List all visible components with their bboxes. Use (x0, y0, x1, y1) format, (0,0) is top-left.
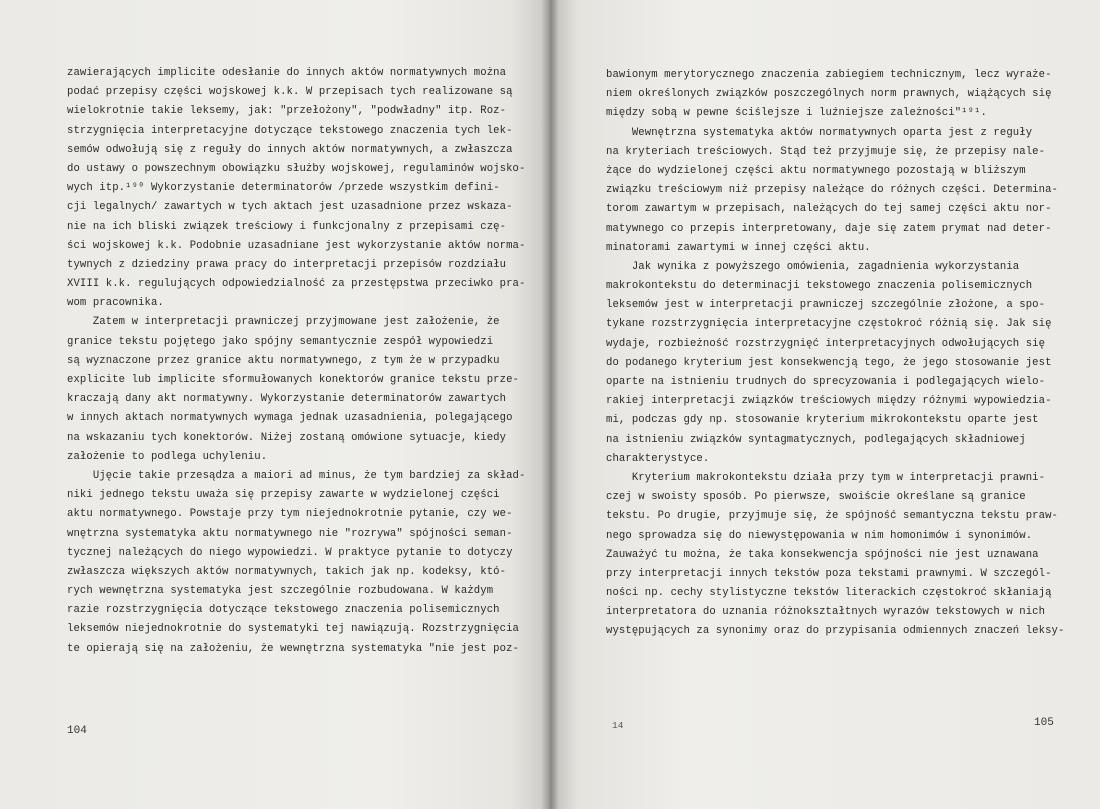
text-line: tykane rozstrzygnięcia interpretacyjne częstokroć różnią się. Jak się (606, 318, 1052, 331)
text-line: Kryterium makrokontekstu działa przy tym w interpretacji prawni- (606, 471, 1046, 484)
text-line: semów odwołują się z reguły do innych aktów normatywnych, a zwłaszcza (67, 143, 513, 156)
text-line: na kryteriach treściowych. Stąd też przyjmuje się, że przepisy nale- (606, 145, 1046, 158)
text-line: są wyznaczone przez granice aktu normatywnego, z tym że w przypadku (67, 354, 500, 367)
text-line: podać przepisy części wojskowej k.k. W przepisach tych realizowane są (67, 86, 513, 99)
text-line: rych wewnętrzna systematyka jest szczególnie rozbudowana. W każdym (67, 585, 494, 598)
text-line: ności np. cechy stylistyczne tekstów literackich częstokroć skłaniają (606, 587, 1052, 600)
text-line: cji legalnych/ zawartych w tych aktach jest uzasadnione przez wskaza- (67, 201, 513, 214)
text-line: XVIII k.k. regulujących odpowiedzialność za przestępstwa przeciwko pra- (67, 278, 526, 291)
text-line: przy interpretacji innych tekstów poza tekstami prawnymi. W szczegól- (606, 567, 1052, 580)
text-line: wom pracownika. (67, 297, 164, 310)
text-line: Wewnętrzna systematyka aktów normatywnych oparta jest z reguły (606, 126, 1033, 139)
text-line: leksemów jest w interpretacji prawniczej szczególnie złożone, a spo- (606, 299, 1046, 312)
text-line: występujących za synonimy oraz do przypisania odmiennych znaczeń leksy- (606, 625, 1065, 638)
text-line: oparte na istnieniu trudnych do sprecyzowania i podlegających wielo- (606, 376, 1046, 388)
left-page-text (67, 64, 525, 659)
text-line: między sobą w pewne ściślejsze i luźniejsze zależności"¹⁹¹. (606, 107, 987, 120)
right-page-number: 105 (1034, 717, 1054, 729)
text-line: bawionym merytorycznego znaczenia zabiegiem technicznym, lecz wyraże- (606, 69, 1052, 81)
text-line: tycznej należących do niego wypowiedzi. W praktyce pytanie to dotyczy (67, 546, 513, 559)
text-line: torom zawartym w przepisach, należących do tej samej części aktu nor- (606, 203, 1052, 216)
text-line: granice tekstu pojętego jako spójny semantycznie zespół wypowiedzi (67, 335, 494, 348)
text-line: czej w swoisty sposób. Po pierwsze, swoiście określane są granice (606, 491, 1026, 504)
text-line: do podanego kryterium jest konsekwencją tego, że jego stosowanie jest (606, 356, 1052, 369)
text-line: Ujęcie takie przesądza a maiori ad minus, że tym bardziej za skład- (67, 469, 526, 482)
text-line: ści wojskowej k.k. Podobnie uzasadniane jest wykorzystanie aktów norma- (67, 239, 526, 252)
text-line: Zatem w interpretacji prawniczej przyjmowane jest założenie, że (67, 316, 500, 329)
text-line: Zauważyć tu można, że taka konsekwencja spójności nie jest uznawana (606, 548, 1039, 561)
text-line: kraczają dany akt normatywny. Wykorzystanie determinatorów zawartych (67, 393, 507, 406)
text-line: zwłaszcza większych aktów normatywnych, takich jak np. kodeksy, któ- (67, 565, 507, 578)
text-line: do ustawy o powszechnym obowiązku służby wojskowej, regulaminów wojsko- (67, 162, 526, 175)
text-line: wnętrzna systematyka aktu normatywnego nie "rozrywa" spójności seman- (67, 527, 513, 540)
text-line: wydaje, rozbieżność rozstrzygnięć interpretacyjnych odwołujących się (606, 337, 1046, 350)
text-line: na istnieniu związków syntagmatycznych, podlegających składniowej (606, 433, 1026, 446)
text-line: niem określonych związków poszczególnych norm prawnych, wiążących się (606, 88, 1052, 101)
text-line: związku treściowym niż przepisy należące do różnych części. Determina- (606, 184, 1059, 197)
text-line: matywnego co przepis interpretowany, daje się zatem prymat nad deter- (606, 222, 1052, 235)
text-line: zawierających implicite odesłanie do innych aktów normatywnych można (67, 67, 507, 79)
text-line: nego sprowadza się do niewystępowania w nim homonimów i synonimów. (606, 529, 1033, 542)
text-line: aktu normatywnego. Powstaje przy tym niejednokrotnie pytanie, czy we- (67, 508, 513, 521)
text-line: nie na ich bliski związek treściowy i funkcjonalny z przepisami czę- (67, 220, 507, 233)
sheet-number: 14 (612, 720, 624, 731)
text-line: strzygnięcia interpretacyjne dotyczące tekstowego znaczenia tych lek- (67, 124, 513, 137)
text-line: wielokrotnie takie leksemy, jak: "przełożony", "podwładny" itp. Roz- (67, 105, 507, 118)
text-line: żące do wydzielonej części aktu normatywnego pozostają w bliższym (606, 164, 1026, 177)
text-line: rakiej interpretacji związków treściowych między różnymi wypowiedzia- (606, 395, 1052, 408)
text-line: charakterystyce. (606, 452, 710, 465)
right-page-text (606, 66, 1064, 642)
text-line: Jak wynika z powyższego omówienia, zagadnienia wykorzystania (606, 260, 1020, 273)
text-line: niki jednego tekstu uważa się przepisy zawarte w wydzielonej części (67, 489, 500, 502)
text-line: tekstu. Po drugie, przyjmuje się, że spójność semantyczna tekstu praw- (606, 510, 1059, 523)
left-page-number: 104 (67, 725, 87, 737)
text-line: leksemów niejednokrotnie do systematyki tej nawiązują. Rozstrzygnięcia (67, 623, 520, 636)
text-line: założenie to podlega uchyleniu. (67, 450, 268, 463)
text-line: razie rozstrzygnięcia dotyczące tekstowego znaczenia polisemicznych (67, 604, 500, 617)
right-page (550, 0, 1100, 809)
text-line: tywnych z dziedziny prawa pracy do interpretacji przepisów rozdziału (67, 258, 507, 271)
text-line: makrokontekstu do determinacji tekstowego znaczenia polisemicznych (606, 280, 1033, 293)
text-line: te opierają się na założeniu, że wewnętrzna systematyka "nie jest poz- (67, 642, 520, 655)
text-line: w innych aktach normatywnych wymaga jednak uzasadnienia, polegającego (67, 412, 513, 425)
text-line: wych itp.¹⁹⁰ Wykorzystanie determinatorów /przede wszystkim defini- (67, 182, 500, 195)
text-line: interpretatora do uznania różnokształtnych wyrazów tekstowych w nich (606, 606, 1046, 619)
text-line: explicite lub implicite sformułowanych konektorów granice tekstu prze- (67, 374, 520, 386)
text-line: mi, podczas gdy np. stosowanie kryterium mikrokontekstu oparte jest (606, 414, 1039, 427)
text-line: minatorami zawartymi w innej części aktu. (606, 241, 871, 254)
text-line: na wskazaniu tych konektorów. Niżej zostaną omówione sytuacje, kiedy (67, 431, 507, 444)
